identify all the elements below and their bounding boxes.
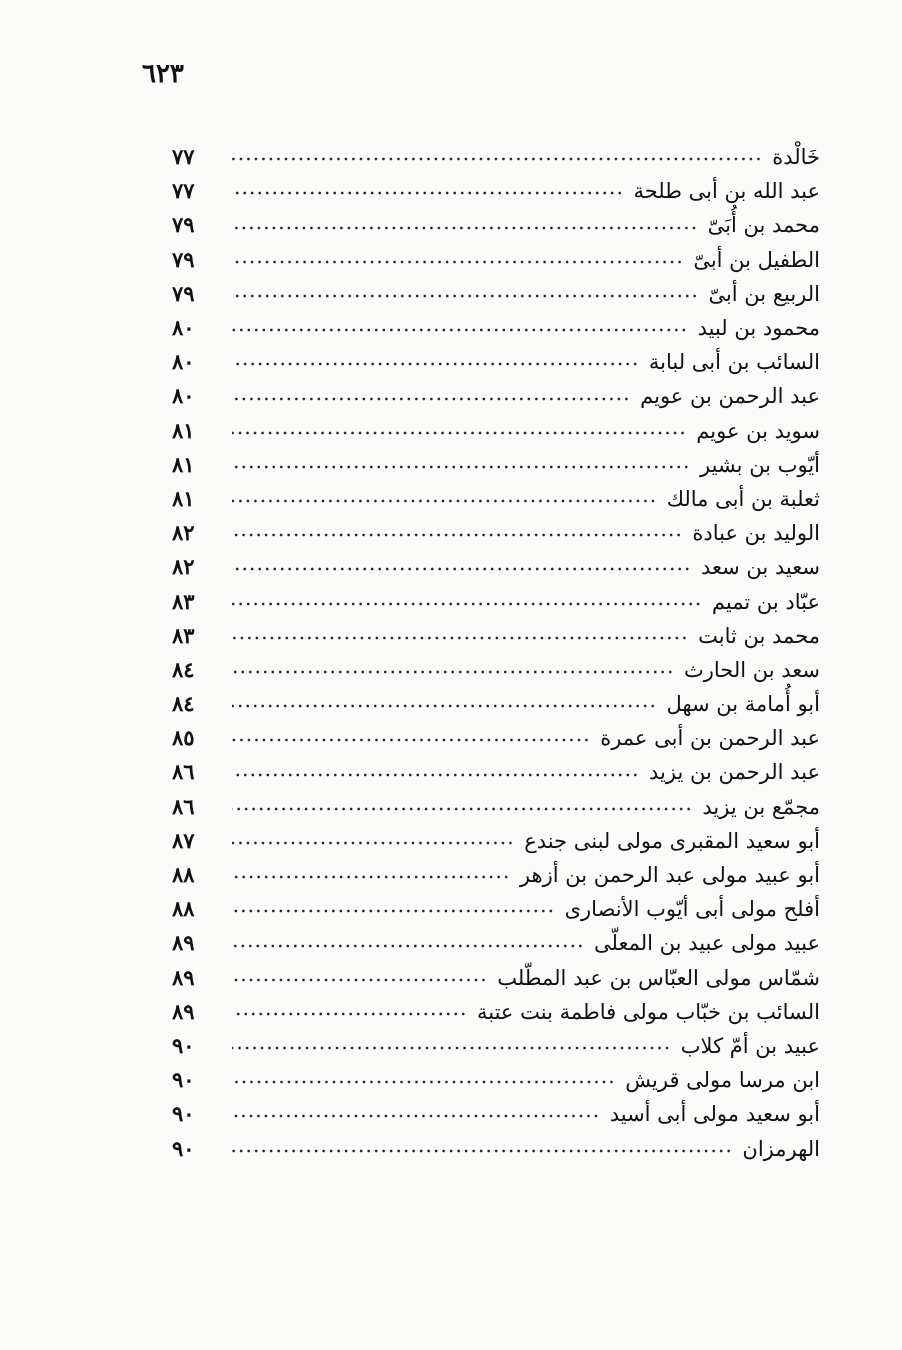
toc-entry-page: ٧٧ [172, 144, 195, 170]
toc-entry-name: مجمّع بن يزيد [702, 794, 820, 819]
toc-entry [172, 1063, 820, 1097]
toc-entry-page: ٨٢ [172, 554, 195, 580]
toc-entry [172, 550, 820, 584]
toc-entry-page: ٩٠ [172, 1067, 195, 1093]
dot-leader [232, 528, 682, 542]
toc-entry-name: أبو سعيد المقبرى مولى لبنى جندع [524, 828, 820, 853]
toc-entry [172, 140, 820, 174]
toc-entry [172, 311, 820, 345]
toc-entry [172, 482, 820, 516]
toc-entry-name: عبيد بن أمّ كلاب [680, 1033, 820, 1058]
toc-entry-name: خَالْدة [772, 145, 820, 170]
toc-entry-name: ابن مرسا مولى قريش [625, 1068, 820, 1093]
toc-entry [172, 1097, 820, 1131]
dot-leader [232, 904, 555, 918]
toc-entry [172, 755, 820, 789]
toc-entry [172, 208, 820, 242]
dot-leader [232, 221, 698, 235]
toc-entry-name: سعد بن الحارث [683, 657, 820, 682]
dot-leader [232, 973, 487, 987]
toc-entry-page: ٨٣ [172, 588, 195, 614]
toc-entry-page: ٨٥ [172, 725, 195, 751]
toc-entry-page: ٩٠ [172, 1135, 195, 1161]
dot-leader [232, 870, 510, 884]
toc-entry [172, 414, 820, 448]
toc-entry-page: ٩٠ [172, 1032, 195, 1058]
toc-entry-page: ٩٠ [172, 1101, 195, 1127]
toc-entry-name: شمّاس مولى العبّاس بن عبد المطّلب [497, 965, 820, 990]
toc-entry [172, 448, 820, 482]
toc-entry-page: ٨١ [172, 417, 195, 443]
toc-entry [172, 995, 820, 1029]
toc-entry-page: ٧٩ [172, 246, 195, 272]
dot-leader [232, 186, 623, 200]
toc-entry-name: عبد الله بن أبى طلحة [633, 179, 820, 204]
toc-entry [172, 858, 820, 892]
toc-entry-page: ٨٠ [172, 315, 195, 341]
toc-entry-name: عبد الرحمن بن عويم [640, 384, 820, 409]
dot-leader [232, 665, 674, 679]
toc-entry-page: ٨٣ [172, 622, 195, 648]
toc-entry [172, 1131, 820, 1165]
toc-entry-page: ٨٩ [172, 998, 195, 1024]
toc-entry-name: أبو سعيد مولى أبى أسيد [609, 1102, 820, 1127]
toc-entry-page: ٧٧ [172, 178, 195, 204]
toc-entry-name: السائب بن خبّاب مولى فاطمة بنت عتبة [476, 999, 820, 1024]
page-number: ٦٢٣ [142, 59, 184, 89]
toc-entry-name: أبو أُمامة بن سهل [666, 692, 820, 717]
toc-entry-page: ٨٦ [172, 793, 195, 819]
toc-entry-page: ٨٦ [172, 759, 195, 785]
toc-entry-page: ٨٩ [172, 964, 195, 990]
dot-leader [232, 1007, 467, 1021]
toc-entry-name: أفلح مولى أبى أيّوب الأنصارى [564, 897, 820, 922]
dot-leader [232, 802, 692, 816]
dot-leader [232, 460, 690, 474]
toc-entry-name: الربيع بن أبىّ [708, 281, 820, 306]
toc-entry [172, 653, 820, 687]
toc-entry-name: ثعلبة بن أبى مالك [666, 486, 820, 511]
toc-entry-page: ٨٨ [172, 896, 195, 922]
toc-entry-name: عبد الرحمن بن يزيد [649, 760, 820, 785]
toc-entry-page: ٨٧ [172, 827, 195, 853]
toc-entry-page: ٧٩ [172, 212, 195, 238]
toc-entry-name: الطفيل بن أبىّ [693, 247, 820, 272]
toc-entry-name: عبّاد بن تميم [711, 589, 820, 614]
toc-entry [172, 687, 820, 721]
toc-entry [172, 174, 820, 208]
dot-leader [232, 357, 639, 371]
toc-entry [172, 721, 820, 755]
dot-leader [232, 1075, 615, 1089]
toc-entry-name: السائب بن أبى لبابة [648, 350, 820, 375]
toc-entry-name: الهرمزان [742, 1136, 820, 1161]
toc-entry [172, 892, 820, 926]
toc-entry [172, 345, 820, 379]
toc-entry-page: ٨٩ [172, 930, 195, 956]
dot-leader [232, 255, 683, 269]
toc-entry-name: محمد بن أُبَىّ [707, 213, 820, 238]
dot-leader [232, 768, 639, 782]
dot-leader [232, 392, 630, 406]
dot-leader [232, 323, 688, 337]
toc-entry-name: محمود بن لبيد [697, 316, 820, 341]
toc-entry-page: ٨١ [172, 485, 195, 511]
toc-entry [172, 1029, 820, 1063]
toc-entry-name: عبد الرحمن بن أبى عمرة [600, 726, 820, 751]
toc-entry-name: أبو عبيد مولى عبد الرحمن بن أزهر [519, 863, 820, 888]
toc-entry-page: ٨٤ [172, 691, 195, 717]
toc-entry [172, 926, 820, 960]
dot-leader [232, 597, 702, 611]
toc-entry-page: ٧٩ [172, 280, 195, 306]
table-of-contents [172, 140, 820, 1166]
dot-leader [232, 562, 691, 576]
toc-entry [172, 961, 820, 995]
dot-leader [232, 152, 762, 166]
toc-entry [172, 516, 820, 550]
toc-entry [172, 243, 820, 277]
toc-entry [172, 619, 820, 653]
toc-entry [172, 379, 820, 413]
dot-leader [232, 494, 657, 508]
dot-leader [232, 836, 514, 850]
dot-leader [232, 699, 656, 713]
toc-entry-name: أيّوب بن بشير [700, 452, 820, 477]
dot-leader [232, 631, 688, 645]
toc-entry [172, 584, 820, 618]
dot-leader [232, 426, 686, 440]
toc-entry-name: محمد بن ثابت [698, 623, 820, 648]
dot-leader [232, 1041, 671, 1055]
toc-entry-name: الوليد بن عبادة [692, 521, 820, 546]
toc-entry-page: ٨٤ [172, 656, 195, 682]
dot-leader [232, 1109, 600, 1123]
toc-entry-page: ٨٠ [172, 349, 195, 375]
toc-entry-page: ٨٠ [172, 383, 195, 409]
toc-entry [172, 790, 820, 824]
toc-entry [172, 824, 820, 858]
dot-leader [232, 733, 590, 747]
toc-entry-page: ٨١ [172, 451, 195, 477]
toc-entry [172, 277, 820, 311]
toc-entry-name: سعيد بن سعد [700, 555, 820, 580]
toc-entry-page: ٨٨ [172, 862, 195, 888]
dot-leader [232, 1144, 732, 1158]
toc-entry-page: ٨٢ [172, 520, 195, 546]
toc-entry-name: عبيد مولى عبيد بن المعلّى [594, 931, 820, 956]
toc-entry-name: سويد بن عويم [696, 418, 820, 443]
dot-leader [232, 939, 584, 953]
dot-leader [232, 289, 698, 303]
